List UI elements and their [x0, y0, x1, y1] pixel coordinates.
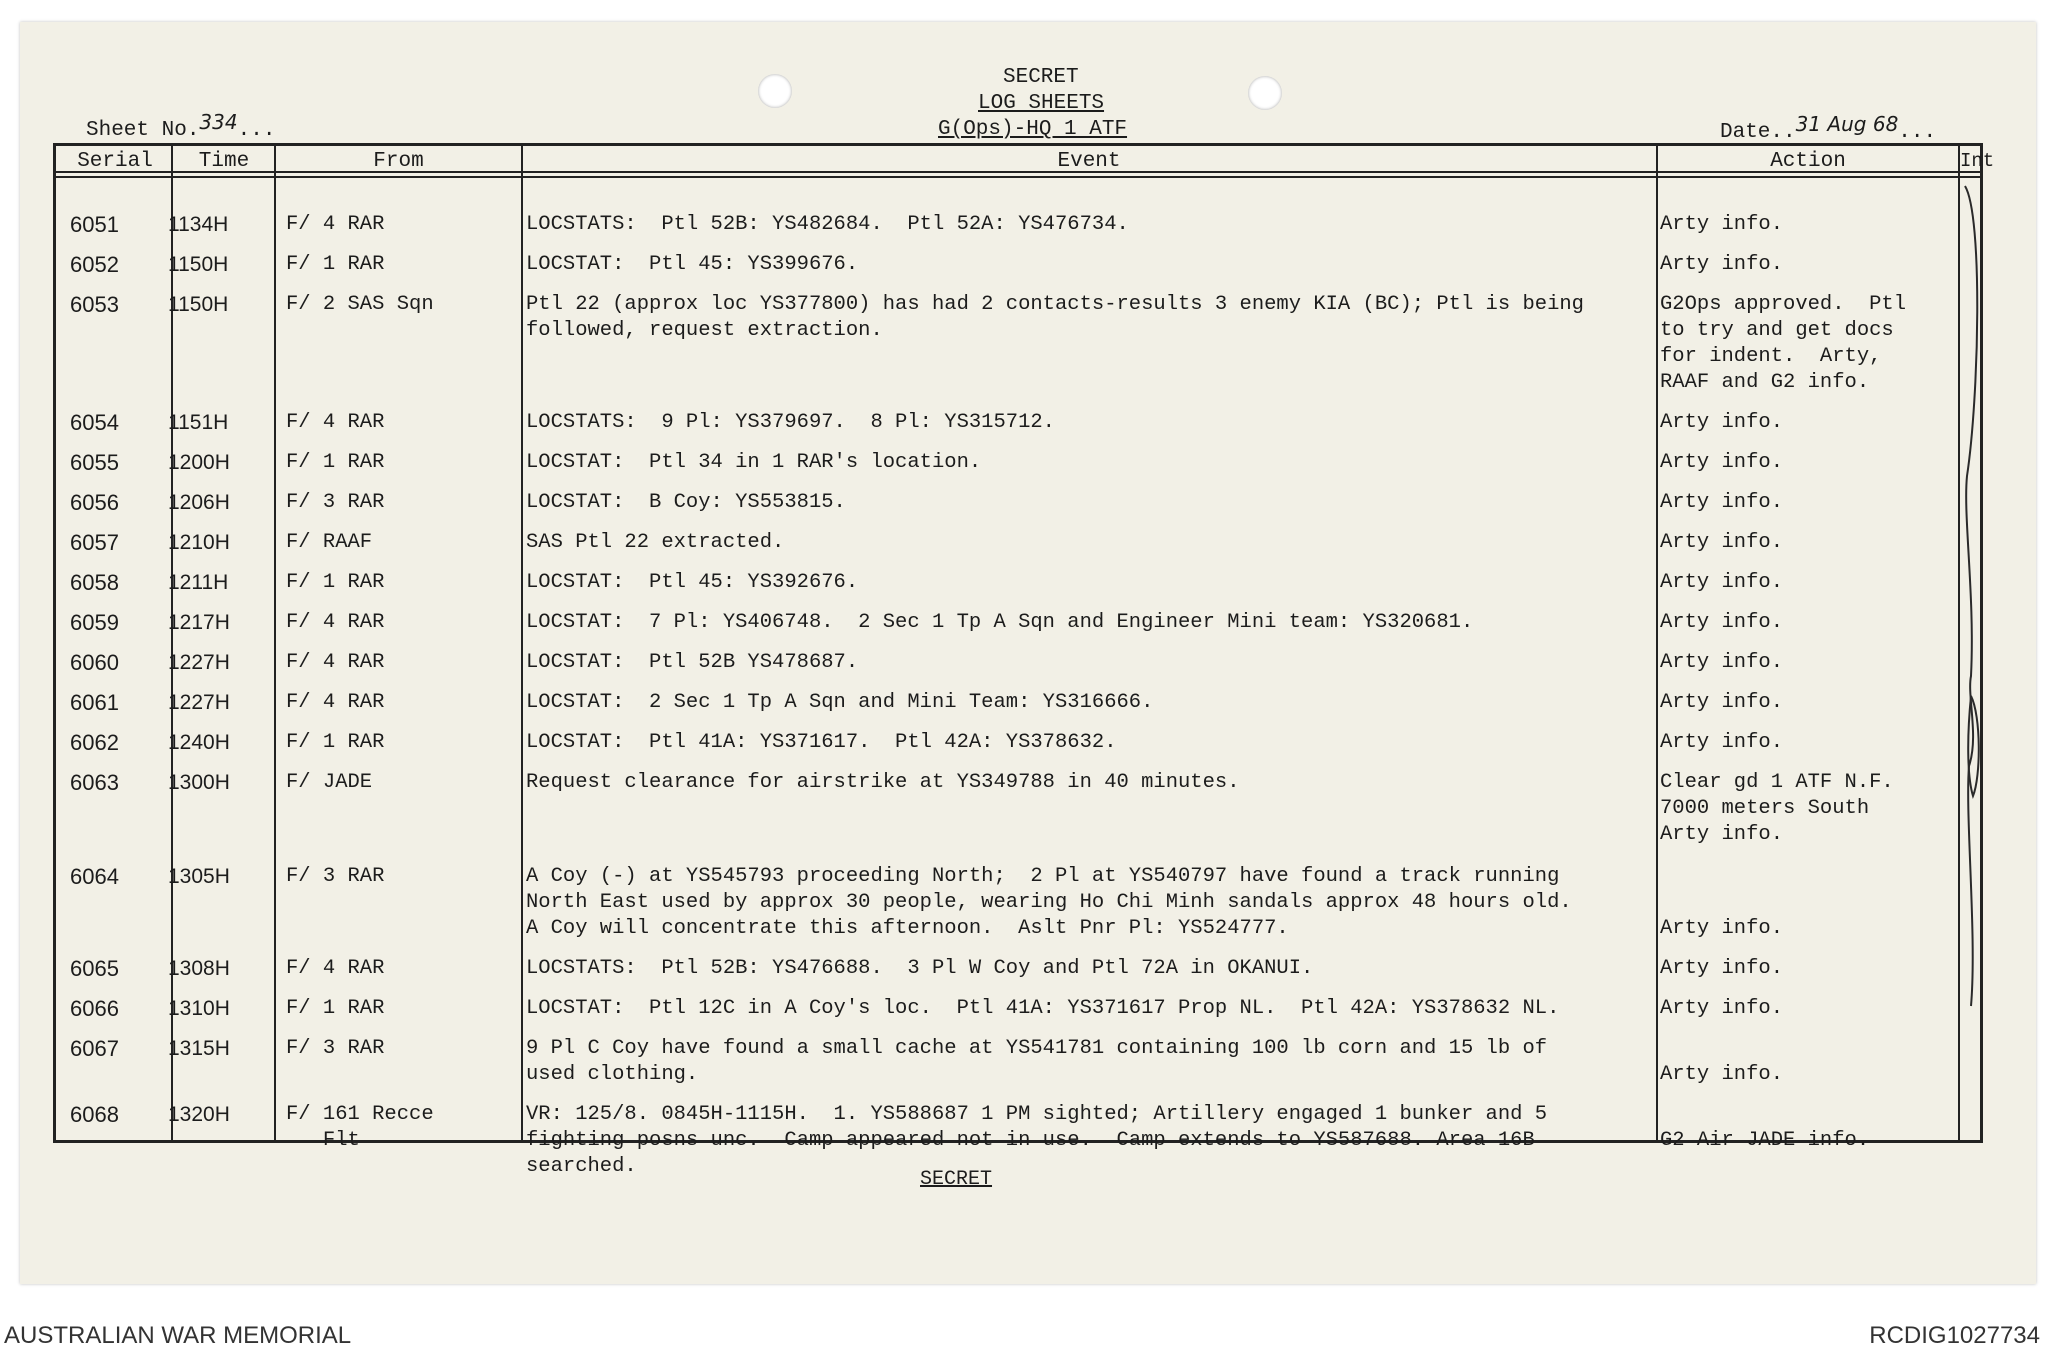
row-action: Arty info.	[1660, 1063, 1784, 1086]
row-action: G2Ops approved. Ptl to try and get docs for indent. Arty, RAAF and G2 info.	[1660, 293, 1907, 394]
row-from: F/ 3 RAR	[286, 1037, 385, 1060]
row-action: Arty info.	[1660, 531, 1784, 554]
row-time: 1206H	[168, 491, 230, 514]
row-from: F/ 161 Recce Flt	[286, 1103, 434, 1152]
sheet-label: Sheet No.	[86, 119, 200, 142]
row-serial: 6056	[70, 490, 119, 515]
row-action: Arty info.	[1660, 571, 1784, 594]
row-action: Arty info.	[1660, 691, 1784, 714]
archive-credit: AUSTRALIAN WAR MEMORIAL	[4, 1322, 352, 1349]
column-header-event: Event	[1057, 150, 1121, 173]
row-time: 1315H	[168, 1037, 230, 1060]
row-time: 1210H	[168, 531, 230, 554]
row-event: LOCSTATS: Ptl 52B: YS476688. 3 Pl W Coy and Ptl 72A in OKANUI.	[526, 957, 1314, 980]
row-action: Arty info.	[1660, 957, 1784, 980]
row-event: LOCSTAT: Ptl 34 in 1 RAR's location.	[526, 451, 982, 474]
record-id: RCDIG1027734	[1869, 1322, 2040, 1349]
unit-heading: G(Ops)-HQ 1 ATF	[938, 118, 1128, 141]
row-time: 1227H	[168, 651, 230, 674]
punch-hole-left	[758, 74, 792, 108]
row-from: F/ 1 RAR	[286, 253, 385, 276]
row-from: F/ 4 RAR	[286, 957, 385, 980]
row-action: Arty info.	[1660, 997, 1784, 1020]
classification-bottom: SECRET	[920, 1168, 993, 1191]
classification-top: SECRET	[1003, 66, 1079, 89]
row-serial: 6063	[70, 770, 119, 795]
row-event: Ptl 22 (approx loc YS377800) has had 2 contacts-results 3 enemy KIA (BC); Ptl is being followed, request extraction.	[526, 293, 1584, 342]
row-time: 1320H	[168, 1103, 230, 1126]
row-action: Arty info.	[1660, 411, 1784, 434]
row-event: Request clearance for airstrike at YS349788 in 40 minutes.	[526, 771, 1240, 794]
row-from: F/ 1 RAR	[286, 997, 385, 1020]
column-header-serial: Serial	[77, 150, 153, 173]
row-time: 1227H	[168, 691, 230, 714]
row-serial: 6054	[70, 410, 119, 435]
punch-hole-right	[1248, 76, 1282, 110]
row-event: LOCSTAT: 7 Pl: YS406748. 2 Sec 1 Tp A Sqn and Engineer Mini team: YS320681.	[526, 611, 1474, 634]
row-serial: 6051	[70, 212, 119, 237]
row-event: LOCSTAT: Ptl 45: YS399676.	[526, 253, 859, 276]
column-header-int: Int	[1960, 150, 1995, 172]
row-action: Arty info.	[1660, 611, 1784, 634]
row-serial: 6061	[70, 690, 119, 715]
col-divider	[521, 146, 523, 1140]
sheet-number: Sheet No.334...	[86, 110, 276, 142]
row-from: F/ 4 RAR	[286, 213, 385, 236]
row-action: Arty info.	[1660, 451, 1784, 474]
row-serial: 6066	[70, 996, 119, 1021]
row-time: 1217H	[168, 611, 230, 634]
row-event: LOCSTAT: Ptl 52B YS478687.	[526, 651, 859, 674]
sheet-number-value: 334	[199, 110, 238, 134]
row-event: SAS Ptl 22 extracted.	[526, 531, 785, 554]
row-from: F/ 1 RAR	[286, 731, 385, 754]
row-time: 1150H	[168, 293, 229, 316]
row-action: Clear gd 1 ATF N.F. 7000 meters South Arty info.	[1660, 771, 1894, 846]
row-from: F/ RAAF	[286, 531, 373, 554]
row-event: LOCSTATS: Ptl 52B: YS482684. Ptl 52A: YS476734.	[526, 213, 1129, 236]
row-from: F/ 1 RAR	[286, 451, 385, 474]
row-event: 9 Pl C Coy have found a small cache at YS541781 containing 100 lb corn and 15 lb of used clothing.	[526, 1037, 1548, 1086]
row-event: VR: 125/8. 0845H-1115H. 1. YS588687 1 PM sighted; Artillery engaged 1 bunker and 5 fighting posns unc. Camp appeared not in use. Camp extends to YS587688. Area 16B searched.	[526, 1103, 1548, 1178]
row-time: 1300H	[168, 771, 230, 794]
row-action: Arty info.	[1660, 213, 1784, 236]
row-serial: 6065	[70, 956, 119, 981]
int-bracket-marks	[1961, 176, 1983, 1142]
row-time: 1211H	[168, 571, 229, 594]
row-serial: 6053	[70, 292, 119, 317]
col-divider	[274, 146, 276, 1140]
row-from: F/ 1 RAR	[286, 571, 385, 594]
row-from: F/ 2 SAS Sqn	[286, 293, 434, 316]
row-action: Arty info.	[1660, 917, 1784, 940]
row-serial: 6060	[70, 650, 119, 675]
row-event: A Coy (-) at YS545793 proceeding North; 2 Pl at YS540797 have found a track running North East used by approx 30 people, wearing Ho Chi Minh sandals approx 48 hours old. A Coy will concentrate this afternoon. Aslt Pnr Pl: YS524777.	[526, 865, 1572, 940]
row-event: LOCSTATS: 9 Pl: YS379697. 8 Pl: YS315712.	[526, 411, 1055, 434]
row-from: F/ 4 RAR	[286, 611, 385, 634]
col-divider	[1656, 146, 1658, 1140]
row-action: Arty info.	[1660, 491, 1784, 514]
row-time: 1134H	[168, 213, 229, 236]
row-action: Arty info.	[1660, 651, 1784, 674]
row-serial: 6068	[70, 1102, 119, 1127]
header-rule	[56, 176, 1980, 178]
row-event: LOCSTAT: Ptl 41A: YS371617. Ptl 42A: YS378632.	[526, 731, 1117, 754]
sheet-date: Date..31 Aug 68...	[1720, 112, 1937, 144]
row-time: 1305H	[168, 865, 230, 888]
row-time: 1310H	[168, 997, 230, 1020]
row-from: F/ 4 RAR	[286, 691, 385, 714]
row-from: F/ JADE	[286, 771, 373, 794]
row-event: LOCSTAT: Ptl 45: YS392676.	[526, 571, 859, 594]
row-action: G2 Air JADE info.	[1660, 1129, 1870, 1152]
row-serial: 6057	[70, 530, 119, 555]
row-from: F/ 4 RAR	[286, 411, 385, 434]
column-header-time: Time	[198, 150, 250, 173]
row-serial: 6067	[70, 1036, 119, 1061]
row-serial: 6064	[70, 864, 119, 889]
column-header-action: Action	[1770, 150, 1846, 173]
row-action: Arty info.	[1660, 731, 1784, 754]
row-serial: 6062	[70, 730, 119, 755]
row-from: F/ 3 RAR	[286, 491, 385, 514]
date-value: 31 Aug 68	[1795, 112, 1899, 136]
row-from: F/ 3 RAR	[286, 865, 385, 888]
row-serial: 6055	[70, 450, 119, 475]
log-table	[53, 143, 1995, 1178]
row-time: 1240H	[168, 731, 230, 754]
row-time: 1151H	[168, 411, 229, 434]
column-header-from: From	[373, 150, 424, 173]
row-event: LOCSTAT: B Coy: YS553815.	[526, 491, 846, 514]
row-from: F/ 4 RAR	[286, 651, 385, 674]
row-event: LOCSTAT: 2 Sec 1 Tp A Sqn and Mini Team: YS316666.	[526, 691, 1154, 714]
row-time: 1308H	[168, 957, 230, 980]
col-divider	[1958, 146, 1960, 1140]
document-title: LOG SHEETS	[978, 92, 1105, 115]
row-time: 1200H	[168, 451, 230, 474]
row-serial: 6058	[70, 570, 119, 595]
row-serial: 6059	[70, 610, 119, 635]
date-label: Date..	[1720, 121, 1796, 144]
row-serial: 6052	[70, 252, 119, 277]
row-action: Arty info.	[1660, 253, 1784, 276]
row-event: LOCSTAT: Ptl 12C in A Coy's loc. Ptl 41A: YS371617 Prop NL. Ptl 42A: YS378632 NL.	[526, 997, 1560, 1020]
row-time: 1150H	[168, 253, 229, 276]
